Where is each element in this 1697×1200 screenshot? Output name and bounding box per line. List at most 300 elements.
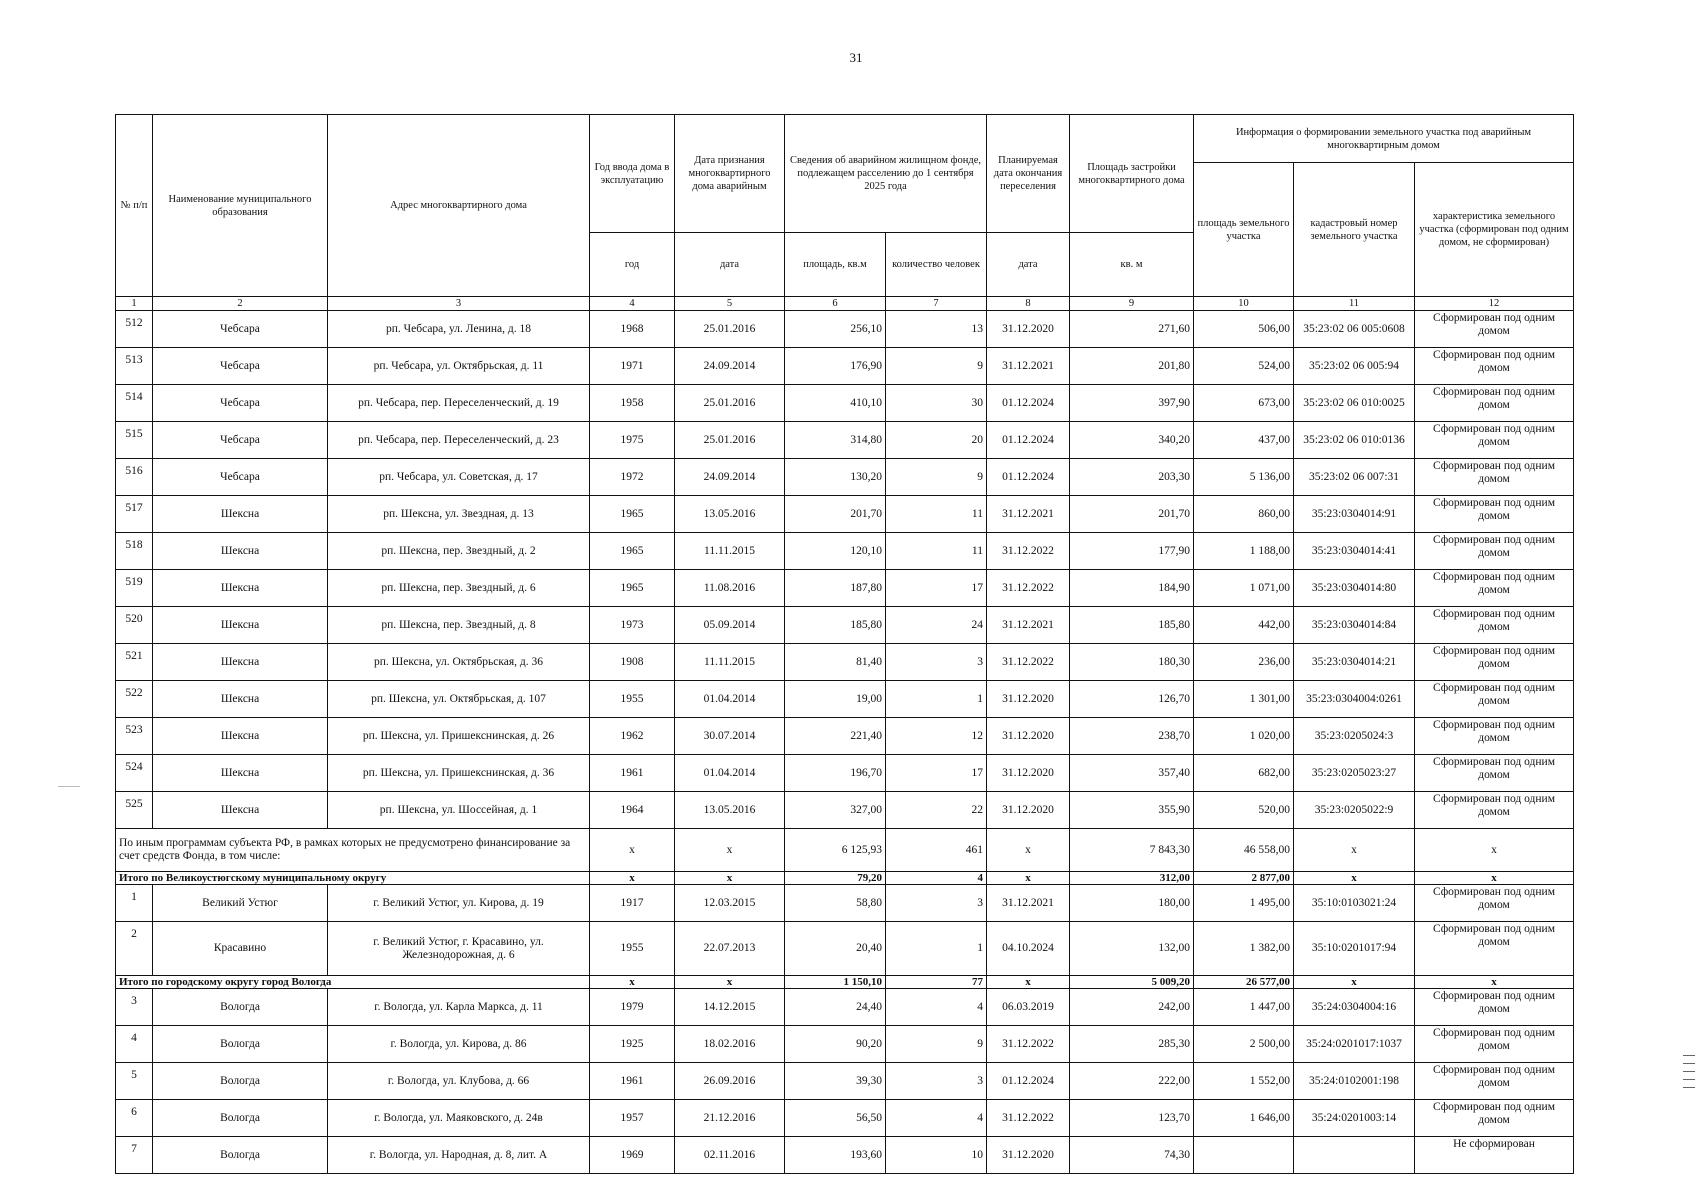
program-people: 461 (886, 829, 987, 872)
planned-end-date: 31.12.2020 (987, 755, 1070, 792)
building-area: 242,00 (1070, 989, 1194, 1026)
address: рп. Шексна, пер. Звездный, д. 2 (328, 533, 590, 570)
land-characteristic: Сформирован под одним домом (1415, 496, 1574, 533)
program-char: x (1415, 829, 1574, 872)
cadastral-number (1294, 1137, 1415, 1174)
people-count: 4 (886, 1100, 987, 1137)
total-land: 2 877,00 (1194, 872, 1294, 885)
column-number: 11 (1294, 297, 1415, 311)
building-area: 271,60 (1070, 311, 1194, 348)
land-area: 5 136,00 (1194, 459, 1294, 496)
address: рп. Шексна, пер. Звездный, д. 8 (328, 607, 590, 644)
address: г. Вологда, ул. Народная, д. 8, лит. А (328, 1137, 590, 1174)
municipality: Красавино (153, 922, 328, 976)
cadastral-number: 35:23:0304014:21 (1294, 644, 1415, 681)
table-row (116, 885, 1574, 922)
land-area: 442,00 (1194, 607, 1294, 644)
land-characteristic: Сформирован под одним домом (1415, 681, 1574, 718)
total-area: 1 150,10 (785, 976, 886, 989)
table-row (116, 533, 1574, 570)
table-body-a (116, 311, 1574, 829)
planned-end-date: 31.12.2022 (987, 1100, 1070, 1137)
municipality: Шексна (153, 607, 328, 644)
people-count: 3 (886, 1063, 987, 1100)
planned-end-date: 31.12.2022 (987, 533, 1070, 570)
year-built: 1957 (590, 1100, 675, 1137)
planned-end-date: 31.12.2020 (987, 681, 1070, 718)
municipality: Чебсара (153, 422, 328, 459)
cadastral-number: 35:24:0201003:14 (1294, 1100, 1415, 1137)
building-area: 132,00 (1070, 922, 1194, 976)
scan-edge-marks (1683, 1055, 1685, 1095)
total-row-velikiy-ustyug (116, 872, 1574, 885)
municipality: Чебсара (153, 311, 328, 348)
land-characteristic: Сформирован под одним домом (1415, 792, 1574, 829)
municipality: Шексна (153, 570, 328, 607)
building-area: 180,00 (1070, 885, 1194, 922)
address: г. Вологда, ул. Маяковского, д. 24в (328, 1100, 590, 1137)
year-built: 1955 (590, 922, 675, 976)
row-number: 521 (116, 644, 153, 681)
emergency-area: 327,00 (785, 792, 886, 829)
year-built: 1971 (590, 348, 675, 385)
municipality: Шексна (153, 644, 328, 681)
emergency-area: 130,20 (785, 459, 886, 496)
emergency-area: 314,80 (785, 422, 886, 459)
row-number: 515 (116, 422, 153, 459)
planned-end-date: 31.12.2022 (987, 644, 1070, 681)
cadastral-number: 35:23:02 06 005:0608 (1294, 311, 1415, 348)
table-row (116, 1063, 1574, 1100)
building-area: 355,90 (1070, 792, 1194, 829)
emergency-area: 221,40 (785, 718, 886, 755)
address: рп. Чебсара, ул. Октябрьская, д. 11 (328, 348, 590, 385)
table-row (116, 989, 1574, 1026)
year-built: 1968 (590, 311, 675, 348)
program-end: x (987, 829, 1070, 872)
cadastral-number: 35:23:02 06 010:0025 (1294, 385, 1415, 422)
building-area: 180,30 (1070, 644, 1194, 681)
people-count: 9 (886, 1026, 987, 1063)
people-count: 4 (886, 989, 987, 1026)
land-area: 673,00 (1194, 385, 1294, 422)
building-area: 177,90 (1070, 533, 1194, 570)
recognition-date: 25.01.2016 (675, 385, 785, 422)
land-characteristic: Сформирован под одним домом (1415, 311, 1574, 348)
recognition-date: 14.12.2015 (675, 989, 785, 1026)
emergency-area: 58,80 (785, 885, 886, 922)
planned-end-date: 31.12.2020 (987, 1137, 1070, 1174)
program-year: x (590, 829, 675, 872)
address: рп. Шексна, ул. Звездная, д. 13 (328, 496, 590, 533)
building-area: 357,40 (1070, 755, 1194, 792)
recognition-date: 12.03.2015 (675, 885, 785, 922)
total-date: x (675, 976, 785, 989)
year-built: 1908 (590, 644, 675, 681)
column-number: 2 (153, 297, 328, 311)
municipality: Шексна (153, 718, 328, 755)
land-characteristic: Сформирован под одним домом (1415, 644, 1574, 681)
recognition-date: 01.04.2014 (675, 681, 785, 718)
land-characteristic: Сформирован под одним домом (1415, 607, 1574, 644)
column-number: 8 (987, 297, 1070, 311)
land-area: 682,00 (1194, 755, 1294, 792)
recognition-date: 24.09.2014 (675, 459, 785, 496)
table-row (116, 348, 1574, 385)
cadastral-number: 35:23:0304014:91 (1294, 496, 1415, 533)
municipality: Чебсара (153, 385, 328, 422)
year-built: 1958 (590, 385, 675, 422)
people-count: 24 (886, 607, 987, 644)
cadastral-number: 35:24:0102001:198 (1294, 1063, 1415, 1100)
planned-end-date: 06.03.2019 (987, 989, 1070, 1026)
municipality: Великий Устюг (153, 885, 328, 922)
building-area: 397,90 (1070, 385, 1194, 422)
address: рп. Шексна, ул. Шоссейная, д. 1 (328, 792, 590, 829)
people-count: 17 (886, 755, 987, 792)
planned-end-date: 31.12.2020 (987, 311, 1070, 348)
recognition-date: 18.02.2016 (675, 1026, 785, 1063)
total-land: 26 577,00 (1194, 976, 1294, 989)
emergency-area: 120,10 (785, 533, 886, 570)
municipality: Вологда (153, 1063, 328, 1100)
people-count: 3 (886, 644, 987, 681)
year-built: 1973 (590, 607, 675, 644)
program-label: По иным программам субъекта РФ, в рамках которых не предусмотрено финансирование за счет средств Фонда, в том числе: (116, 829, 590, 872)
building-area: 126,70 (1070, 681, 1194, 718)
column-number: 6 (785, 297, 886, 311)
column-number: 12 (1415, 297, 1574, 311)
land-characteristic: Сформирован под одним домом (1415, 989, 1574, 1026)
land-area: 1 301,00 (1194, 681, 1294, 718)
table-row (116, 496, 1574, 533)
year-built: 1975 (590, 422, 675, 459)
planned-end-date: 01.12.2024 (987, 385, 1070, 422)
column-number: 3 (328, 297, 590, 311)
planned-end-date: 31.12.2020 (987, 718, 1070, 755)
header-land-area: площадь земельного участка (1194, 163, 1294, 297)
address: г. Вологда, ул. Карла Маркса, д. 11 (328, 989, 590, 1026)
emergency-area: 81,40 (785, 644, 886, 681)
year-built: 1972 (590, 459, 675, 496)
municipality: Вологда (153, 1137, 328, 1174)
table-row (116, 607, 1574, 644)
table-row (116, 1026, 1574, 1063)
row-number: 519 (116, 570, 153, 607)
row-number: 4 (116, 1026, 153, 1063)
year-built: 1965 (590, 496, 675, 533)
municipality: Вологда (153, 1100, 328, 1137)
program-land: 46 558,00 (1194, 829, 1294, 872)
table-row (116, 755, 1574, 792)
emergency-area: 20,40 (785, 922, 886, 976)
address: г. Вологда, ул. Клубова, д. 66 (328, 1063, 590, 1100)
total-date: x (675, 872, 785, 885)
address: г. Великий Устюг, г. Красавино, ул. Железнодорожная, д. 6 (328, 922, 590, 976)
year-built: 1979 (590, 989, 675, 1026)
building-area: 201,70 (1070, 496, 1194, 533)
building-area: 123,70 (1070, 1100, 1194, 1137)
program-build: 7 843,30 (1070, 829, 1194, 872)
municipality: Шексна (153, 681, 328, 718)
emergency-area: 56,50 (785, 1100, 886, 1137)
table-row (116, 422, 1574, 459)
people-count: 9 (886, 459, 987, 496)
recognition-date: 26.09.2016 (675, 1063, 785, 1100)
year-built: 1955 (590, 681, 675, 718)
land-area: 437,00 (1194, 422, 1294, 459)
emergency-area: 176,90 (785, 348, 886, 385)
land-area: 506,00 (1194, 311, 1294, 348)
emergency-area: 193,60 (785, 1137, 886, 1174)
emergency-area: 185,80 (785, 607, 886, 644)
municipality: Чебсара (153, 459, 328, 496)
table-header (116, 115, 1574, 311)
row-number: 524 (116, 755, 153, 792)
cadastral-number: 35:23:0205024:3 (1294, 718, 1415, 755)
table-body-b (116, 885, 1574, 976)
land-characteristic: Сформирован под одним домом (1415, 885, 1574, 922)
address: рп. Шексна, пер. Звездный, д. 6 (328, 570, 590, 607)
land-area: 1 552,00 (1194, 1063, 1294, 1100)
land-characteristic: Сформирован под одним домом (1415, 1063, 1574, 1100)
address: рп. Шексна, ул. Октябрьская, д. 36 (328, 644, 590, 681)
unit-area: площадь, кв.м (785, 233, 886, 297)
program-area: 6 125,93 (785, 829, 886, 872)
emergency-area: 39,30 (785, 1063, 886, 1100)
cadastral-number: 35:24:0304004:16 (1294, 989, 1415, 1026)
planned-end-date: 31.12.2021 (987, 885, 1070, 922)
year-built: 1961 (590, 755, 675, 792)
land-area: 520,00 (1194, 792, 1294, 829)
cadastral-number: 35:23:0304004:0261 (1294, 681, 1415, 718)
unit-date: дата (675, 233, 785, 297)
land-area: 236,00 (1194, 644, 1294, 681)
year-built: 1965 (590, 533, 675, 570)
table-row (116, 570, 1574, 607)
header-number: № п/п (116, 115, 153, 297)
year-built: 1961 (590, 1063, 675, 1100)
column-number: 1 (116, 297, 153, 311)
planned-end-date: 31.12.2021 (987, 348, 1070, 385)
emergency-housing-table (115, 114, 1574, 1174)
address: рп. Шексна, ул. Пришекснинская, д. 26 (328, 718, 590, 755)
people-count: 3 (886, 885, 987, 922)
planned-end-date: 31.12.2022 (987, 570, 1070, 607)
recognition-date: 05.09.2014 (675, 607, 785, 644)
planned-end-date: 01.12.2024 (987, 459, 1070, 496)
header-emergency-fund: Сведения об аварийном жилищном фонде, подлежащем расселению до 1 сентября 2025 года (785, 115, 987, 233)
land-area: 1 495,00 (1194, 885, 1294, 922)
scan-artifact (58, 786, 80, 787)
total-year: x (590, 976, 675, 989)
emergency-area: 256,10 (785, 311, 886, 348)
land-area: 524,00 (1194, 348, 1294, 385)
column-number: 5 (675, 297, 785, 311)
cadastral-number: 35:23:0205023:27 (1294, 755, 1415, 792)
unit-build-area: кв. м (1070, 233, 1194, 297)
total-section-vologda (116, 976, 1574, 989)
cadastral-number: 35:23:02 06 005:94 (1294, 348, 1415, 385)
municipality: Шексна (153, 496, 328, 533)
building-area: 340,20 (1070, 422, 1194, 459)
land-characteristic: Сформирован под одним домом (1415, 385, 1574, 422)
recognition-date: 02.11.2016 (675, 1137, 785, 1174)
column-number: 10 (1194, 297, 1294, 311)
land-characteristic: Сформирован под одним домом (1415, 1100, 1574, 1137)
planned-end-date: 31.12.2021 (987, 496, 1070, 533)
recognition-date: 22.07.2013 (675, 922, 785, 976)
cadastral-number: 35:24:0201017:1037 (1294, 1026, 1415, 1063)
column-number: 7 (886, 297, 987, 311)
table-row (116, 644, 1574, 681)
land-characteristic: Сформирован под одним домом (1415, 533, 1574, 570)
people-count: 30 (886, 385, 987, 422)
emergency-area: 90,20 (785, 1026, 886, 1063)
people-count: 20 (886, 422, 987, 459)
people-count: 13 (886, 311, 987, 348)
header-year: Год ввода дома в эксплуатацию (590, 115, 675, 233)
people-count: 17 (886, 570, 987, 607)
year-built: 1917 (590, 885, 675, 922)
recognition-date: 11.08.2016 (675, 570, 785, 607)
emergency-area: 410,10 (785, 385, 886, 422)
total-build: 5 009,20 (1070, 976, 1194, 989)
year-built: 1925 (590, 1026, 675, 1063)
table-row (116, 922, 1574, 976)
address: г. Вологда, ул. Кирова, д. 86 (328, 1026, 590, 1063)
cadastral-number: 35:23:0304014:41 (1294, 533, 1415, 570)
row-number: 517 (116, 496, 153, 533)
cadastral-number: 35:23:0205022:9 (1294, 792, 1415, 829)
land-area: 1 020,00 (1194, 718, 1294, 755)
municipality: Шексна (153, 792, 328, 829)
building-area: 74,30 (1070, 1137, 1194, 1174)
building-area: 285,30 (1070, 1026, 1194, 1063)
row-number: 6 (116, 1100, 153, 1137)
building-area: 201,80 (1070, 348, 1194, 385)
row-number: 1 (116, 885, 153, 922)
table-row (116, 681, 1574, 718)
row-number: 513 (116, 348, 153, 385)
address: г. Великий Устюг, ул. Кирова, д. 19 (328, 885, 590, 922)
row-number: 5 (116, 1063, 153, 1100)
people-count: 1 (886, 681, 987, 718)
land-characteristic: Сформирован под одним домом (1415, 570, 1574, 607)
header-characteristic: характеристика земельного участка (сформирован под одним домом, не сформирован) (1415, 163, 1574, 297)
building-area: 238,70 (1070, 718, 1194, 755)
planned-end-date: 04.10.2024 (987, 922, 1070, 976)
cadastral-number: 35:10:0201017:94 (1294, 922, 1415, 976)
total-row-vologda (116, 976, 1574, 989)
total-cad: x (1294, 976, 1415, 989)
total-build: 312,00 (1070, 872, 1194, 885)
municipality: Чебсара (153, 348, 328, 385)
total-end: x (987, 976, 1070, 989)
land-characteristic: Сформирован под одним домом (1415, 459, 1574, 496)
people-count: 9 (886, 348, 987, 385)
total-label: Итого по Великоустюгскому муниципальному округу (116, 872, 590, 885)
building-area: 203,30 (1070, 459, 1194, 496)
emergency-area: 187,80 (785, 570, 886, 607)
building-area: 222,00 (1070, 1063, 1194, 1100)
recognition-date: 13.05.2016 (675, 792, 785, 829)
total-cad: x (1294, 872, 1415, 885)
emergency-area: 24,40 (785, 989, 886, 1026)
total-char: x (1415, 976, 1574, 989)
land-characteristic: Не сформирован (1415, 1137, 1574, 1174)
column-numbers-row (116, 297, 1574, 311)
land-area: 1 188,00 (1194, 533, 1294, 570)
municipality: Шексна (153, 755, 328, 792)
column-number: 4 (590, 297, 675, 311)
people-count: 22 (886, 792, 987, 829)
recognition-date: 24.09.2014 (675, 348, 785, 385)
program-section (116, 829, 1574, 885)
row-number: 525 (116, 792, 153, 829)
program-row (116, 829, 1574, 872)
recognition-date: 21.12.2016 (675, 1100, 785, 1137)
header-building-area: Площадь застройки многоквартирного дома (1070, 115, 1194, 233)
people-count: 11 (886, 533, 987, 570)
row-number: 523 (116, 718, 153, 755)
recognition-date: 25.01.2016 (675, 422, 785, 459)
cadastral-number: 35:23:0304014:84 (1294, 607, 1415, 644)
header-cadastral: кадастровый номер земельного участка (1294, 163, 1415, 297)
row-number: 518 (116, 533, 153, 570)
total-end: x (987, 872, 1070, 885)
row-number: 514 (116, 385, 153, 422)
people-count: 12 (886, 718, 987, 755)
people-count: 1 (886, 922, 987, 976)
program-cad: x (1294, 829, 1415, 872)
page-number: 31 (849, 50, 863, 65)
row-number: 516 (116, 459, 153, 496)
building-area: 184,90 (1070, 570, 1194, 607)
table-row (116, 718, 1574, 755)
total-year: x (590, 872, 675, 885)
planned-end-date: 31.12.2022 (987, 1026, 1070, 1063)
land-area: 1 646,00 (1194, 1100, 1294, 1137)
address: рп. Чебсара, пер. Переселенческий, д. 19 (328, 385, 590, 422)
row-number: 7 (116, 1137, 153, 1174)
row-number: 512 (116, 311, 153, 348)
planned-end-date: 01.12.2024 (987, 1063, 1070, 1100)
recognition-date: 01.04.2014 (675, 755, 785, 792)
land-area: 2 500,00 (1194, 1026, 1294, 1063)
cadastral-number: 35:23:02 06 007:31 (1294, 459, 1415, 496)
planned-end-date: 31.12.2021 (987, 607, 1070, 644)
municipality: Вологда (153, 989, 328, 1026)
emergency-area: 19,00 (785, 681, 886, 718)
planned-end-date: 31.12.2020 (987, 792, 1070, 829)
address: рп. Шексна, ул. Пришекснинская, д. 36 (328, 755, 590, 792)
land-characteristic: Сформирован под одним домом (1415, 1026, 1574, 1063)
land-area: 1 071,00 (1194, 570, 1294, 607)
land-characteristic: Сформирован под одним домом (1415, 922, 1574, 976)
header-municipality: Наименование муниципального образования (153, 115, 328, 297)
address: рп. Шексна, ул. Октябрьская, д. 107 (328, 681, 590, 718)
land-area: 1 382,00 (1194, 922, 1294, 976)
total-char: x (1415, 872, 1574, 885)
land-area: 860,00 (1194, 496, 1294, 533)
header-land-info: Информация о формировании земельного участка под аварийным многоквартирным домом (1194, 115, 1574, 163)
year-built: 1964 (590, 792, 675, 829)
municipality: Шексна (153, 533, 328, 570)
address: рп. Чебсара, ул. Советская, д. 17 (328, 459, 590, 496)
address: рп. Чебсара, ул. Ленина, д. 18 (328, 311, 590, 348)
year-built: 1962 (590, 718, 675, 755)
